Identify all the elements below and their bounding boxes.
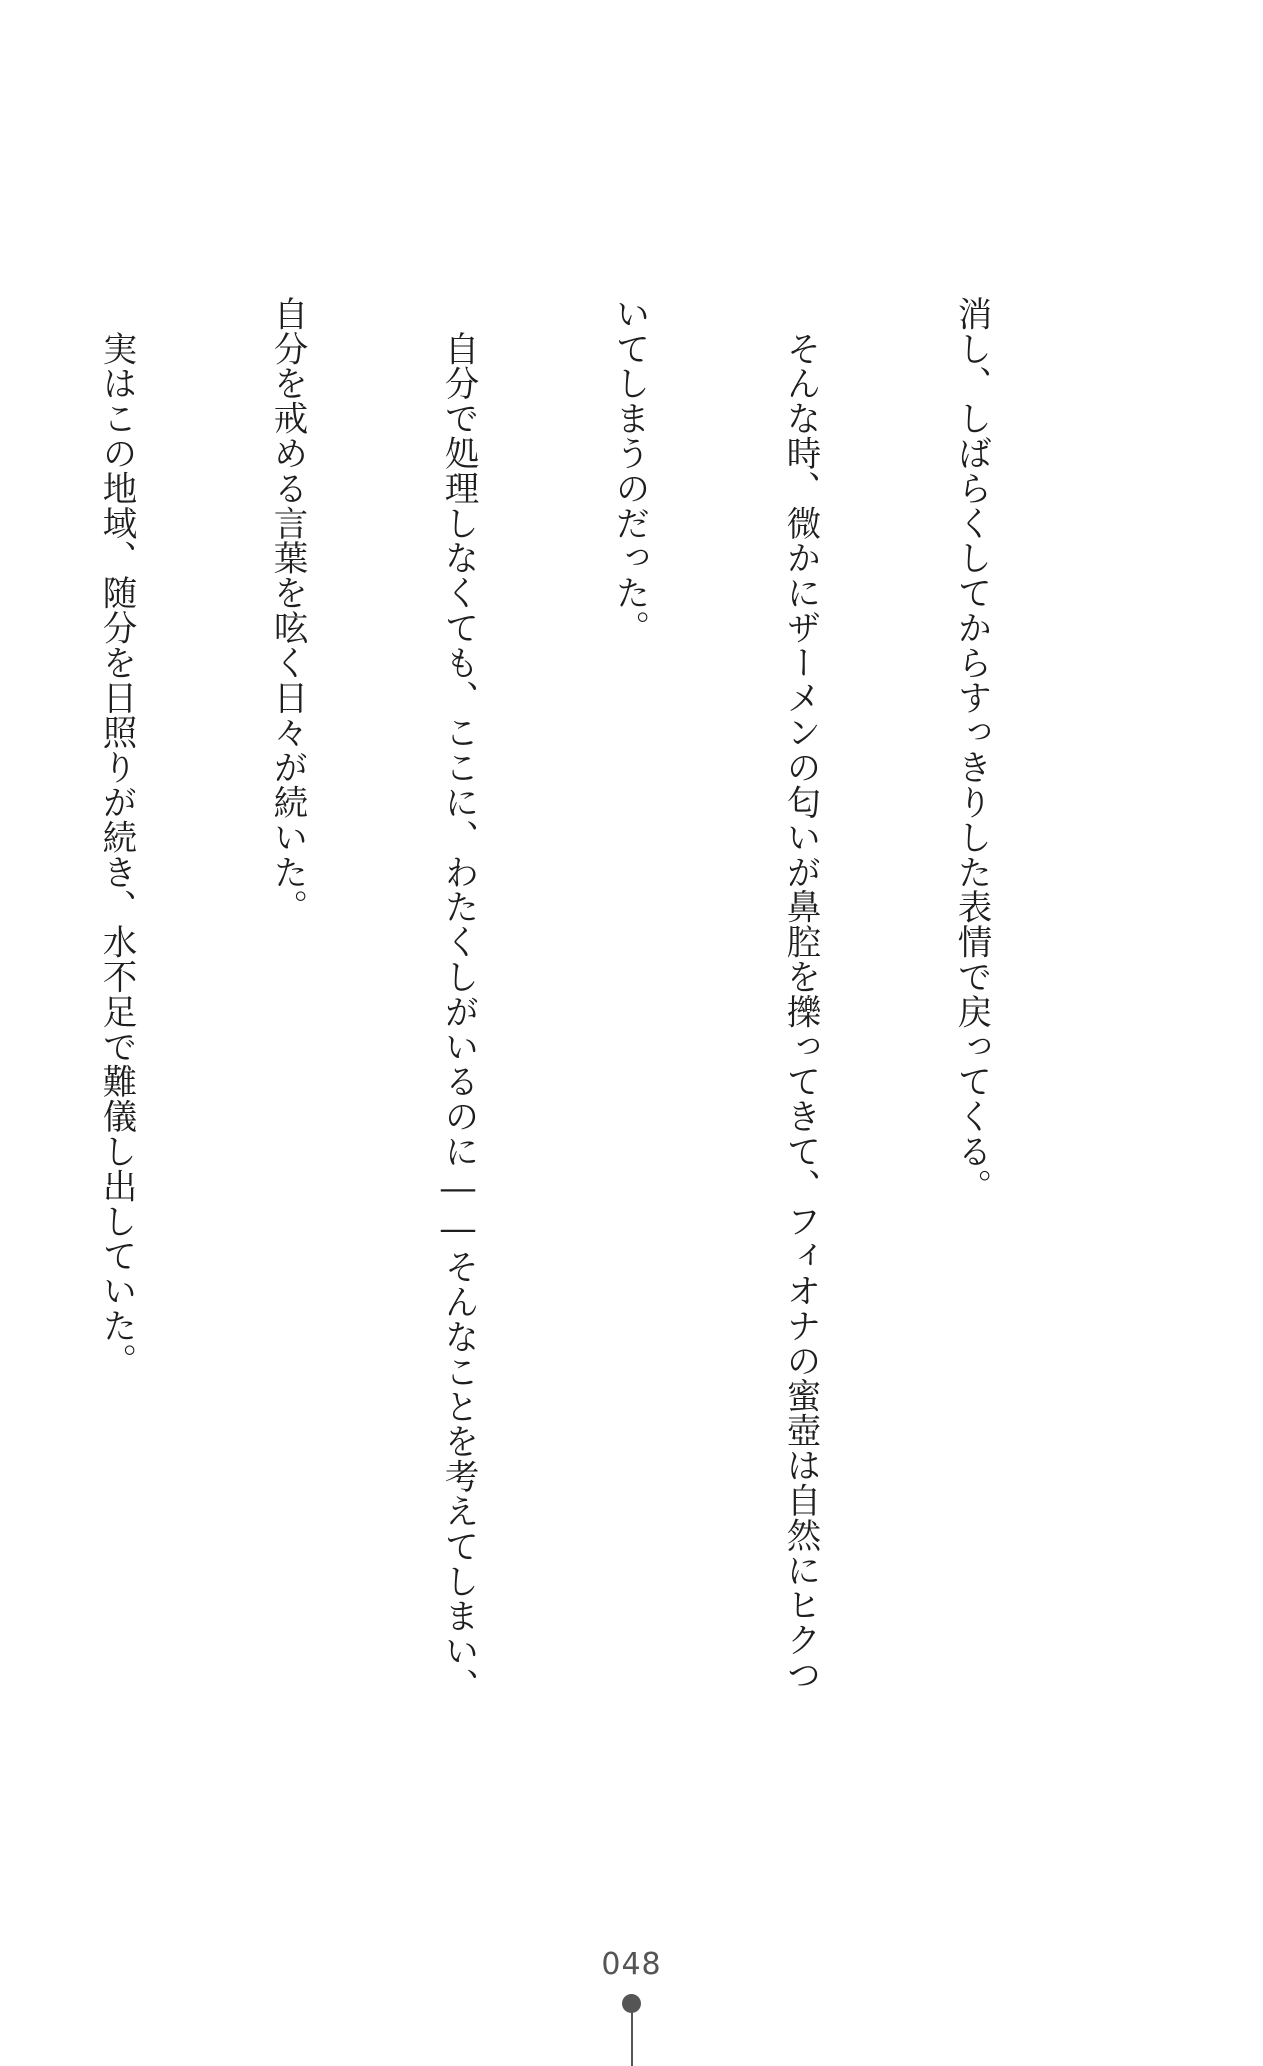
text-line: 消し、しばらくしてからすっきりした表情で戻ってくる。 xyxy=(951,296,991,1204)
text-line: そんな時、微かにザーメンの匂いが鼻腔を擽ってきて、フィオナの蜜壺は自然にヒクつ xyxy=(780,296,820,1692)
text-line: 自分で処理しなくても、ここに、わたくしがいるのに――そんなことを考えてしまい、 xyxy=(438,296,478,1703)
page-marker-dot-icon xyxy=(622,1994,641,2013)
page-footer xyxy=(0,1948,1263,2066)
page-number: 048 xyxy=(601,1947,662,1982)
page-marker-line xyxy=(631,2012,633,2066)
text-line: 自分を戒める言葉を呟く日々が続いた。 xyxy=(267,296,307,925)
vertical-text-body xyxy=(0,296,1113,1716)
text-line: いてしまうのだった。 xyxy=(609,296,649,645)
text-line: 実はこの地域、随分を日照りが続き、水不足で難儀し出していた。 xyxy=(96,296,136,1378)
